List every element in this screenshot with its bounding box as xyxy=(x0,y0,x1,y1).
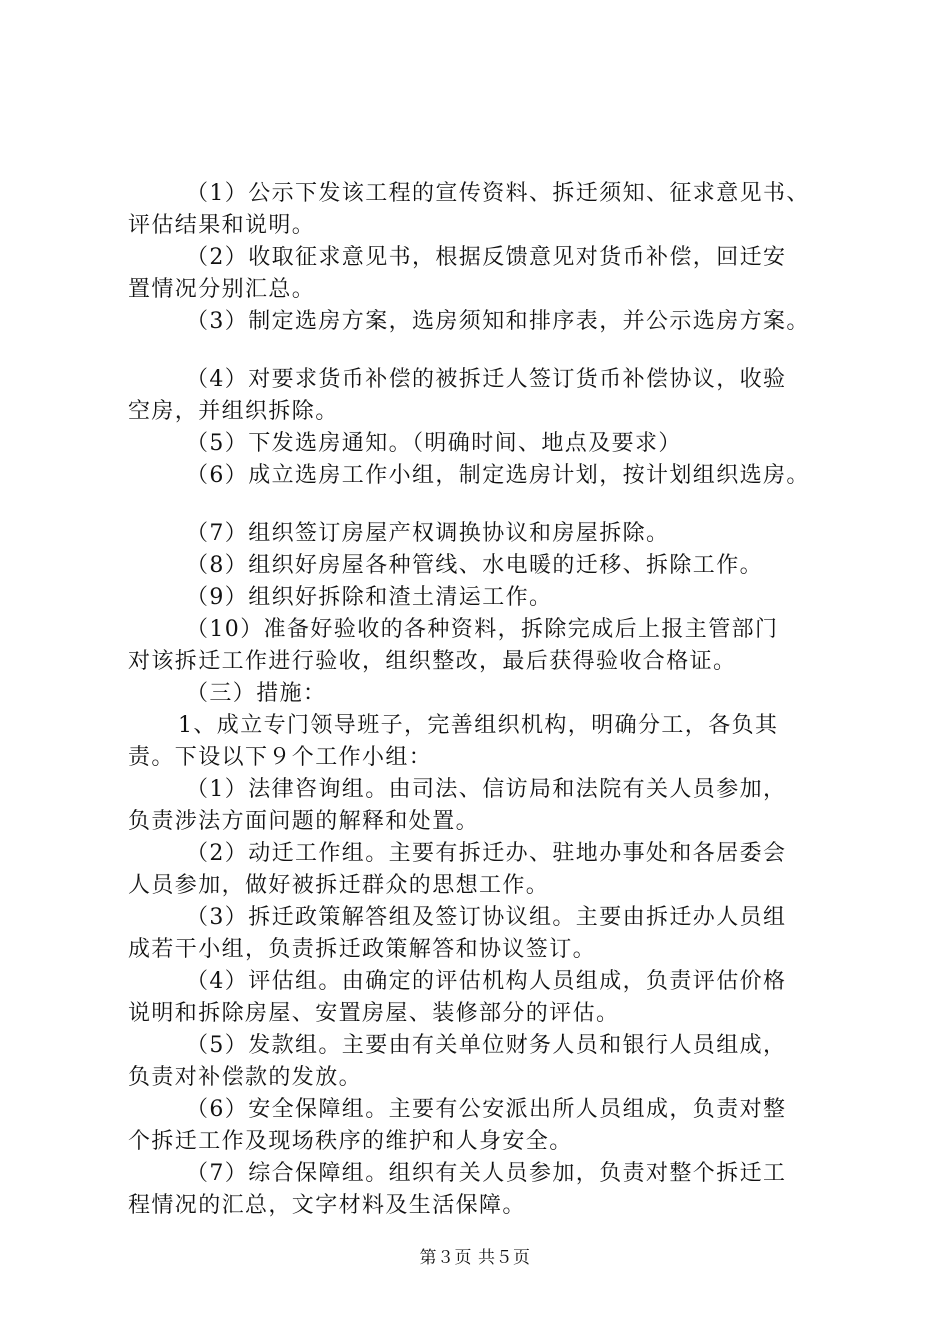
paragraph-line: 个拆迁工作及现场秩序的维护和人身安全。 xyxy=(128,1129,573,1154)
paragraph-line: 责。下设以下９个工作小组： xyxy=(128,745,433,770)
paragraph-line: （1）公示下发该工程的宣传资料、拆迁须知、征求意见书、 xyxy=(186,181,810,206)
paragraph-line: （7）组织签订房屋产权调换协议和房屋拆除。 xyxy=(186,521,670,546)
paragraph-line: （10）准备好验收的各种资料，拆除完成后上报主管部门 xyxy=(186,617,779,642)
paragraph-line: 说明和拆除房屋、安置房屋、装修部分的评估。 xyxy=(128,1001,620,1026)
paragraph-line: （8）组织好房屋各种管线、水电暖的迁移、拆除工作。 xyxy=(186,553,763,578)
paragraph-line: （3）拆迁政策解答组及签订协议组。主要由拆迁办人员组 xyxy=(186,905,787,930)
paragraph-line: （3）制定选房方案，选房须知和排序表，并公示选房方案。 xyxy=(186,309,810,334)
paragraph-line: （6）安全保障组。主要有公安派出所人员组成，负责对整 xyxy=(186,1097,787,1122)
paragraph-line: （2）收取征求意见书，根据反馈意见对货币补偿，回迁安 xyxy=(186,245,787,270)
paragraph-line: 程情况的汇总，文字材料及生活保障。 xyxy=(128,1193,526,1218)
paragraph-line: 负责涉法方面问题的解释和处置。 xyxy=(128,809,480,834)
paragraph-line: 评估结果和说明。 xyxy=(128,213,316,238)
paragraph-gap xyxy=(128,338,840,364)
paragraph-line: （9）组织好拆除和渣土清运工作。 xyxy=(186,585,553,610)
paragraph-line: 置情况分别汇总。 xyxy=(128,277,316,302)
paragraph-line: 负责对补偿款的发放。 xyxy=(128,1065,363,1090)
paragraph-gap xyxy=(128,492,840,518)
paragraph-line: （4）评估组。由确定的评估机构人员组成，负责评估价格 xyxy=(186,969,787,994)
paragraph-line: 成若干小组，负责拆迁政策解答和协议签订。 xyxy=(128,937,597,962)
paragraph-line: 1、成立专门领导班子，完善组织机构，明确分工，各负其 xyxy=(178,713,779,738)
paragraph-line: （5）发款组。主要由有关单位财务人员和银行人员组成， xyxy=(186,1033,787,1058)
paragraph-line: 对该拆迁工作进行验收，组织整改，最后获得验收合格证。 xyxy=(128,649,737,674)
paragraph-line: （7）综合保障组。组织有关人员参加，负责对整个拆迁工 xyxy=(186,1161,787,1186)
paragraph-line: （6）成立选房工作小组，制定选房计划，按计划组织选房。 xyxy=(186,463,810,488)
paragraph-line: （2）动迁工作组。主要有拆迁办、驻地办事处和各居委会 xyxy=(186,841,787,866)
document-body xyxy=(128,178,840,1222)
section-heading: （三）措施： xyxy=(186,681,327,706)
paragraph-line: 人员参加，做好被拆迁群众的思想工作。 xyxy=(128,873,550,898)
page-number-footer: 第３页 共５页 xyxy=(419,1248,531,1268)
paragraph-line: （1）法律咨询组。由司法、信访局和法院有关人员参加， xyxy=(186,777,787,802)
paragraph-line: （5）下发选房通知。（明确时间、地点及要求） xyxy=(186,431,682,456)
paragraph-line: （4）对要求货币补偿的被拆迁人签订货币补偿协议，收验 xyxy=(186,367,787,392)
paragraph-line: 空房，并组织拆除。 xyxy=(128,399,339,424)
